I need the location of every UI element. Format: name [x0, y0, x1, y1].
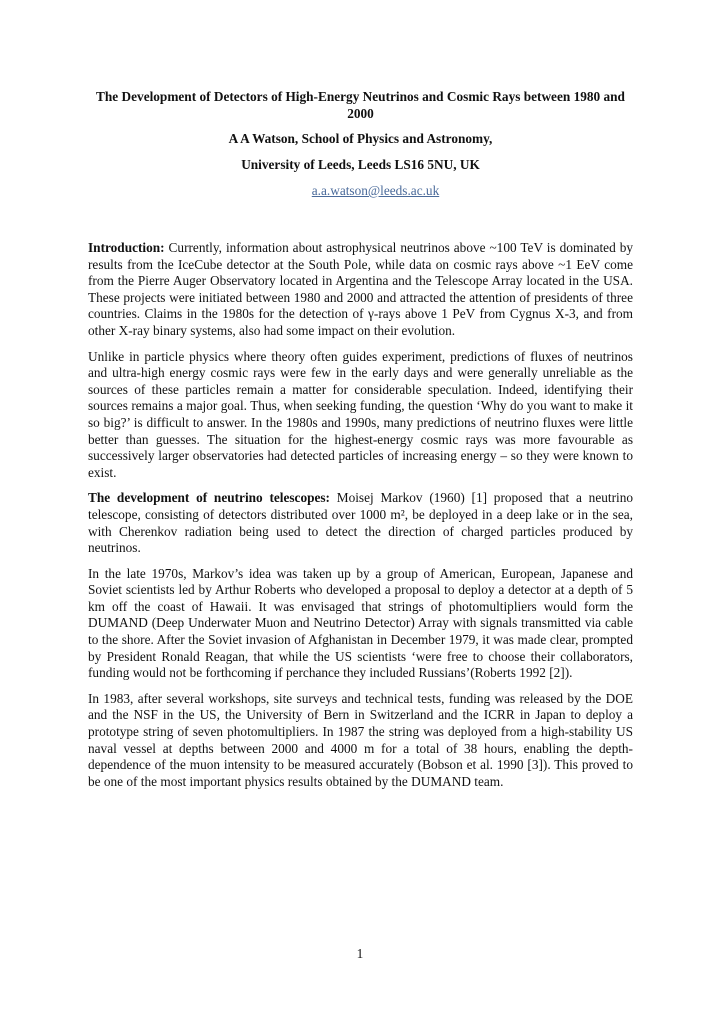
- section-heading-introduction: Introduction:: [88, 240, 165, 255]
- paragraph-neutrino-telescopes: [88, 490, 633, 556]
- paragraph-introduction: [88, 240, 633, 340]
- paragraph-text: In 1983, after several workshops, site surveys and technical tests, funding was released by the DOE and the NSF in the US, the University of Bern in Switzerland and the ICRR in Japan to deploy a prototype string of seven photomultipliers. In 1987 the string was deployed from a high-stability US naval vessel at depths between 2000 and 4000 m for a total of 38 hours, enabling the depth-dependence of the muon intensity to be measured accurately (Bobson et al. 1990 [3]). This proved to be one of the most important physics results obtained by the DUMAND team.: [88, 690, 633, 789]
- affiliation-line: University of Leeds, Leeds LS16 5NU, UK: [241, 157, 480, 172]
- section-heading-neutrino-telescopes: The development of neutrino telescopes:: [88, 490, 330, 506]
- author-email: [88, 182, 633, 199]
- paragraph-dumand-prototype: [88, 691, 633, 791]
- paragraph-theory: [88, 349, 633, 482]
- paragraph-text: Unlike in particle physics where theory often guides experiment, predictions of fluxes of neutrinos and ultra-high energy cosmic rays were few in the early days and were generally unreliable as the sources of these particles remain a matter for considerable speculation. Indeed, identifying their sources remains a major goal. Thus, when seeking funding, the question ‘Why do you want to make it so big?’ is difficult to answer. In the 1980s and 1990s, many predictions of neutrino fluxes were little better than guesses. The situation for the highest-energy cosmic rays was more favourable as successively larger observatories had detected particles of increasing energy – so they were known to exist.: [88, 348, 633, 480]
- paper-title: The Development of Detectors of High-Energy Neutrinos and Cosmic Rays between 1980 and 2000: [96, 89, 625, 121]
- paragraph-dumand-proposal: [88, 566, 633, 682]
- email-link[interactable]: a.a.watson@leeds.ac.uk: [311, 183, 440, 198]
- document-page: [88, 88, 633, 799]
- paragraph-text: Currently, information about astrophysical neutrinos above ~100 TeV is dominated by results from the IceCube detector at the South Pole, while data on cosmic rays above ~1 EeV come from the Pierre Auger Observatory located in Argentina and the Telescope Array located in the USA. These projects were initiated between 1980 and 2000 and attracted the attention of presidents of three countries. Claims in the 1980s for the detection of γ-rays above 1 PeV from Cygnus X-3, and from other X-ray binary systems, also had some impact on their evolution.: [88, 240, 633, 338]
- page-number: 1: [356, 946, 364, 961]
- paragraph-text: In the late 1970s, Markov’s idea was taken up by a group of American, European, Japanese and Soviet scientists led by Arthur Roberts who developed a proposal to deploy a detector at a depth of 5 km off the coast of Hawaii. It was envisaged that strings of photomultipliers would form the DUMAND (Deep Underwater Muon and Neutrino Detector) Array with signals transmitted via cable to the shore. After the Soviet invasion of Afghanistan in December 1979, it was made clear, prompted by President Ronald Reagan, that while the US scientists ‘were free to choose their collaborators, funding would not be forthcoming if perchance they included Russians’(Roberts 1992 [2]).: [88, 565, 633, 681]
- paragraph-text: Moisej Markov (1960) [1] proposed that a neutrino telescope, consisting of detectors distributed over 1000 m², be deployed in a deep lake or in the sea, with Cherenkov radiation being used to detect the direction of charged particles produced by neutrinos.: [88, 490, 633, 556]
- author-line: A A Watson, School of Physics and Astronomy,: [228, 131, 493, 146]
